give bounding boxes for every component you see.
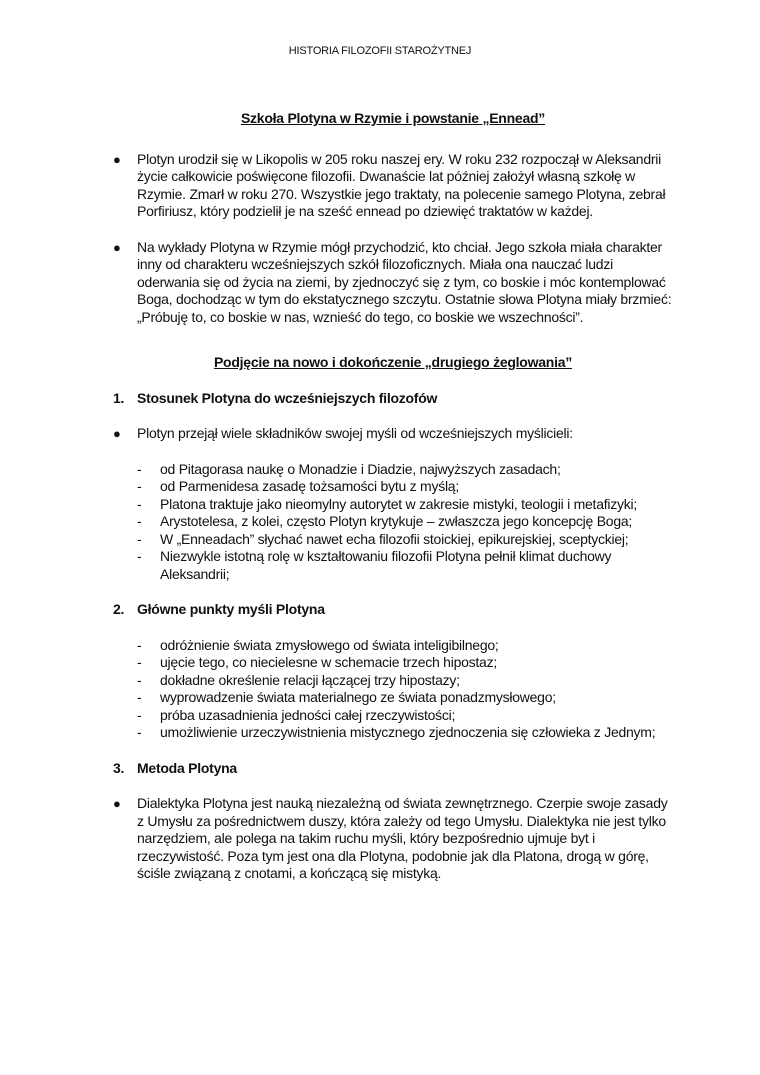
list-item xyxy=(113,531,673,549)
dash-icon: - xyxy=(137,671,142,688)
bullet-icon: ● xyxy=(113,796,121,811)
numbered-heading xyxy=(113,601,673,619)
dash-icon: - xyxy=(137,548,142,564)
bullet-paragraph xyxy=(113,239,673,327)
list-item-text: próba uzasadnienia jedności całej rzeczywistości; xyxy=(160,706,456,723)
bullet-paragraph xyxy=(113,425,673,443)
bullet-text: Plotyn urodził się w Likopolis w 205 roku naszej ery. W roku 232 rozpoczął w Aleksandrii życie całkowicie poświęcone filozofii. Dwanaście lat później założył własną szkołę w Rzymie. Zmarł w roku 270. Wszystkie jego traktaty, na polecenie samego Plotyna, zebrał Porfiriusz, który podzielił je na sześć ennead po dziewięć traktatów w każdej. xyxy=(137,150,666,219)
heading-number: 1. xyxy=(113,389,125,406)
numbered-heading xyxy=(113,760,673,778)
dash-icon: - xyxy=(137,636,142,653)
bullet-text: Dialektyka Plotyna jest nauką niezależną od świata zewnętrznego. Czerpie swoje zasady z Umysłu za pośrednictwem duszy, która zależy od tego Umysłu. Dialektyka nie jest tylko narzędziem, ale polega na takim ruchu myśli, który bezpośrednio ujmuje byt i rzeczywistość. Poza tym jest ona dla Plotyna, podobnie jak dla Platona, drogą w górę, ściśle związaną z cnotami, a kończącą się mistyką. xyxy=(137,795,668,881)
heading-text: Stosunek Plotyna do wcześniejszych filozofów xyxy=(137,389,438,406)
list-item-text: Platona traktuje jako nieomylny autorytet w zakresie mistyki, teologii i metafizyki; xyxy=(160,495,637,512)
document-body xyxy=(113,110,673,883)
heading-number: 2. xyxy=(113,601,125,617)
dash-icon: - xyxy=(137,513,142,529)
bullet-icon: ● xyxy=(113,151,121,167)
bullet-icon: ● xyxy=(113,239,121,255)
list-item-text: od Parmenidesa zasadę tożsamości bytu z myślą; xyxy=(160,478,459,494)
dash-icon: - xyxy=(137,706,142,723)
bullet-text: Plotyn przejął wiele składników swojej myśli od wcześniejszych myślicieli: xyxy=(137,425,573,441)
bullet-icon: ● xyxy=(113,426,121,441)
list-item xyxy=(113,513,673,531)
list-item xyxy=(113,724,673,742)
list-item-text: ujęcie tego, co niecielesne w schemacie trzech hipostaz; xyxy=(160,654,497,670)
dash-icon: - xyxy=(137,654,142,670)
list-item xyxy=(113,637,673,655)
list-item xyxy=(113,496,673,514)
dash-list xyxy=(113,461,673,584)
list-item-text: odróżnienie świata zmysłowego od świata inteligibilnego; xyxy=(160,636,499,653)
section-title-second-voyage: Podjęcie na nowo i dokończenie „drugiego żeglowania” xyxy=(213,354,573,370)
list-item-text: wyprowadzenie świata materialnego ze świata ponadzmysłowego; xyxy=(160,689,556,705)
list-item xyxy=(113,689,673,707)
page-header: HISTORIA FILOZOFII STAROŻYTNEJ xyxy=(288,45,472,57)
list-item xyxy=(113,478,673,496)
list-item-text: Niezwykle istotną rolę w kształtowaniu filozofii Plotyna pełnił klimat duchowy Aleksandrii; xyxy=(160,548,612,582)
dash-icon: - xyxy=(137,460,142,477)
list-item xyxy=(113,672,673,690)
list-item-text: od Pitagorasa naukę o Monadzie i Diadzie, najwyższych zasadach; xyxy=(160,460,561,477)
bullet-text: Na wykłady Plotyna w Rzymie mógł przychodzić, kto chciał. Jego szkoła miała charakter inny od charakteru wcześniejszych szkół filozoficznych. Miała ona nauczać ludzi oderwania się od życia na ziemi, by zjednoczyć się z tym, co boskie i móc kontemplować Boga, dochodząc w tym do ekstatycznego szczytu. Ostatnie słowa Plotyna miały brzmieć: „Próbuję to, co boskie w nas, wznieść do tego, co boskie we wszechności”. xyxy=(137,238,672,325)
list-item-text: umożliwienie urzeczywistnienia mistycznego zjednoczenia się człowieka z Jednym; xyxy=(160,724,656,740)
dash-icon: - xyxy=(137,478,142,494)
bullet-paragraph xyxy=(113,795,673,883)
dash-icon: - xyxy=(137,495,142,512)
list-item xyxy=(113,461,673,479)
list-item xyxy=(113,707,673,725)
numbered-heading xyxy=(113,390,673,408)
list-item-text: Arystotelesa, z kolei, często Plotyn krytykuje – zwłaszcza jego koncepcję Boga; xyxy=(160,513,633,529)
list-item xyxy=(113,548,673,583)
heading-number: 3. xyxy=(113,759,125,776)
dash-icon: - xyxy=(137,724,142,740)
heading-text: Metoda Plotyna xyxy=(137,759,237,776)
dash-list xyxy=(113,637,673,742)
heading-text: Główne punkty myśli Plotyna xyxy=(137,601,325,617)
list-item-text: W „Enneadach” słychać nawet echa filozofii stoickiej, epikurejskiej, sceptyckiej; xyxy=(160,530,629,547)
list-item xyxy=(113,654,673,672)
section-title-plotinus-school: Szkoła Plotyna w Rzymie i powstanie „Ennead” xyxy=(240,110,546,126)
list-item-text: dokładne określenie relacji łączącej trzy hipostazy; xyxy=(160,671,460,688)
dash-icon: - xyxy=(137,689,142,705)
dash-icon: - xyxy=(137,530,142,547)
bullet-paragraph xyxy=(113,151,673,221)
